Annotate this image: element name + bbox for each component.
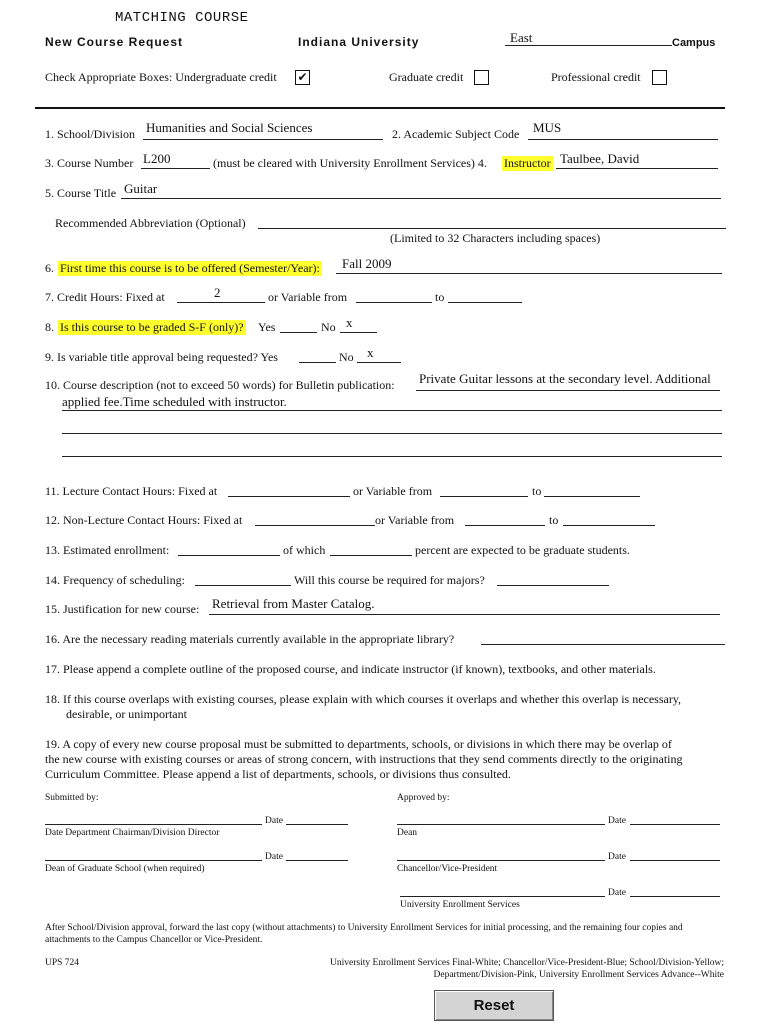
q10-value-line1[interactable]: Private Guitar lessons at the secondary level. Additional <box>419 371 711 386</box>
q7-value[interactable]: 2 <box>214 285 221 300</box>
chancellor-label: Chancellor/Vice-President <box>397 864 498 874</box>
q19-text-line1: 19. A copy of every new course proposal must be submitted to departments, schools, or divisions in which there may be overlap of <box>45 737 672 751</box>
form-id: UPS 724 <box>45 958 80 968</box>
grad-dean-date-label: Date <box>265 852 283 862</box>
q18-text-line1: 18. If this course overlaps with existing courses, please explain with which courses it overlaps and whether this overlap is necessary, <box>45 692 682 706</box>
undergraduate-checkbox[interactable] <box>295 70 310 85</box>
q7-label: 7. Credit Hours: Fixed at <box>45 290 165 304</box>
form-title: New Course Request <box>45 35 184 49</box>
graduate-checkbox[interactable] <box>474 70 489 85</box>
q8-yes-field[interactable] <box>280 332 317 333</box>
q7-variable-label: or Variable from <box>268 290 348 304</box>
chancellor-signature-line[interactable] <box>397 860 605 861</box>
dean-date-label: Date <box>608 816 626 826</box>
course-title-label: 5. Course Title <box>45 186 117 200</box>
chair-date-label: Date <box>265 816 283 826</box>
check-icon: ✔ <box>297 70 308 84</box>
subject-value[interactable]: MUS <box>533 120 562 135</box>
q11-fixed[interactable] <box>228 496 350 497</box>
q13-end-label: percent are expected to be graduate students. <box>415 543 630 557</box>
q10-line4[interactable] <box>62 456 722 457</box>
chancellor-date-label: Date <box>608 852 626 862</box>
university-name: Indiana University <box>298 35 420 49</box>
q6-label: First time this course is to be offered (Semester/Year): <box>60 261 320 275</box>
submitted-by-label: Submitted by: <box>45 793 99 803</box>
campus-label: Campus <box>672 37 716 49</box>
q10-line3[interactable] <box>62 433 722 434</box>
q14-frequency[interactable] <box>195 585 291 586</box>
q10-label: 10. Course description (not to exceed 50 words) for Bulletin publication: <box>45 378 395 392</box>
abbreviation-note: (Limited to 32 Characters including spaces) <box>390 231 601 245</box>
q9-no-label: No <box>339 350 354 364</box>
matching-course-title: MATCHING COURSE <box>115 10 249 26</box>
header-divider <box>35 107 725 109</box>
reset-button[interactable]: Reset <box>434 990 554 1021</box>
q7-to-label: to <box>435 290 445 304</box>
routing-note-line1: After School/Division approval, forward the last copy (without attachments) to University Enrollment Services for initial processing, and the remaining four copies and <box>45 923 683 933</box>
professional-checkbox[interactable] <box>652 70 667 85</box>
q16-answer[interactable] <box>481 644 725 645</box>
q13-enrollment[interactable] <box>178 555 280 556</box>
approved-by-label: Approved by: <box>397 793 450 803</box>
q8-yes-label: Yes <box>258 320 276 334</box>
copy-distribution-line2: Department/Division-Pink, University Enrollment Services Advance--White <box>433 970 724 980</box>
school-label: 1. School/Division <box>45 127 136 141</box>
school-value[interactable]: Humanities and Social Sciences <box>146 120 313 135</box>
course-number-value[interactable]: L200 <box>143 151 171 166</box>
dean-date-field[interactable] <box>630 824 720 825</box>
grad-dean-label: Dean of Graduate School (when required) <box>45 864 205 874</box>
q15-value[interactable]: Retrieval from Master Catalog. <box>212 596 375 611</box>
enrollment-signature-line[interactable] <box>400 896 605 897</box>
q10-value-line2[interactable]: applied fee.Time scheduled with instructor. <box>62 394 287 409</box>
copy-distribution-line1: University Enrollment Services Final-White; Chancellor/Vice-President-Blue; School/Division-Yellow; <box>330 958 724 968</box>
q12-fixed[interactable] <box>255 525 375 526</box>
course-number-label: 3. Course Number <box>45 156 134 170</box>
q11-to-label: to <box>532 484 542 498</box>
abbreviation-field[interactable] <box>258 228 726 229</box>
routing-note-line2: attachments to the Campus Chancellor or Vice-President. <box>45 935 263 945</box>
instructor-label: Instructor <box>504 156 551 170</box>
q8-number: 8. <box>45 320 54 334</box>
q13-count[interactable] <box>330 555 412 556</box>
grad-dean-signature-line[interactable] <box>45 860 262 861</box>
q6-value[interactable]: Fall 2009 <box>342 256 392 271</box>
q14-mid-label: Will this course be required for majors? <box>294 573 485 587</box>
q16-label: 16. Are the necessary reading materials currently available in the appropriate library? <box>45 632 455 646</box>
q13-mid-label: of which <box>283 543 326 557</box>
course-number-note: (must be cleared with University Enrollment Services) 4. <box>213 156 487 170</box>
chair-date-field[interactable] <box>286 824 348 825</box>
enrollment-label: University Enrollment Services <box>400 900 520 910</box>
q8-no-label: No <box>321 320 336 334</box>
q9-label: 9. Is variable title approval being requested? Yes <box>45 350 278 364</box>
q17-text: 17. Please append a complete outline of the proposed course, and indicate instructor (if known), textbooks, and other materials. <box>45 662 656 676</box>
abbreviation-label: Recommended Abbreviation (Optional) <box>55 216 246 230</box>
q11-variable-label: or Variable from <box>353 484 433 498</box>
chair-signature-line[interactable] <box>45 824 262 825</box>
q11-label: 11. Lecture Contact Hours: Fixed at <box>45 484 218 498</box>
q7-variable-to[interactable] <box>448 302 522 303</box>
instructor-value[interactable]: Taulbee, David <box>560 151 640 166</box>
q8-label: Is this course to be graded S-F (only)? <box>60 320 244 334</box>
course-title-value[interactable]: Guitar <box>124 181 158 196</box>
q6-number: 6. <box>45 261 54 275</box>
campus-value[interactable]: East <box>510 30 533 45</box>
checkbox-prompt: Check Appropriate Boxes: Undergraduate credit <box>45 70 277 84</box>
q15-label: 15. Justification for new course: <box>45 602 200 616</box>
q11-to[interactable] <box>544 496 640 497</box>
graduate-label: Graduate credit <box>389 70 464 84</box>
q9-no-value[interactable]: x <box>367 345 374 360</box>
q12-label: 12. Non-Lecture Contact Hours: Fixed at <box>45 513 243 527</box>
q14-majors[interactable] <box>497 585 609 586</box>
q9-yes-field[interactable] <box>299 362 336 363</box>
q12-to-label: to <box>549 513 559 527</box>
q11-from[interactable] <box>440 496 528 497</box>
q12-to[interactable] <box>563 525 655 526</box>
q8-no-value[interactable]: x <box>346 315 353 330</box>
q13-label: 13. Estimated enrollment: <box>45 543 170 557</box>
dean-signature-line[interactable] <box>397 824 605 825</box>
professional-label: Professional credit <box>551 70 641 84</box>
q7-variable-from[interactable] <box>356 302 432 303</box>
enrollment-date-label: Date <box>608 888 626 898</box>
enrollment-date-field[interactable] <box>630 896 720 897</box>
grad-dean-date-field[interactable] <box>286 860 348 861</box>
chancellor-date-field[interactable] <box>630 860 720 861</box>
q12-from[interactable] <box>465 525 545 526</box>
q19-text-line3: Curriculum Committee. Please append a list of departments, schools, or divisions thus consulted. <box>45 767 511 781</box>
dean-label: Dean <box>397 828 418 838</box>
q14-label: 14. Frequency of scheduling: <box>45 573 185 587</box>
q19-text-line2: the new course with existing courses or areas of strong concern, with instructions that they send comments directly to the originating <box>45 752 683 766</box>
q18-text-line2: desirable, or unimportant <box>66 707 187 721</box>
subject-label: 2. Academic Subject Code <box>392 127 520 141</box>
chair-label: Date Department Chairman/Division Director <box>45 828 220 838</box>
q12-variable-label: or Variable from <box>375 513 455 527</box>
